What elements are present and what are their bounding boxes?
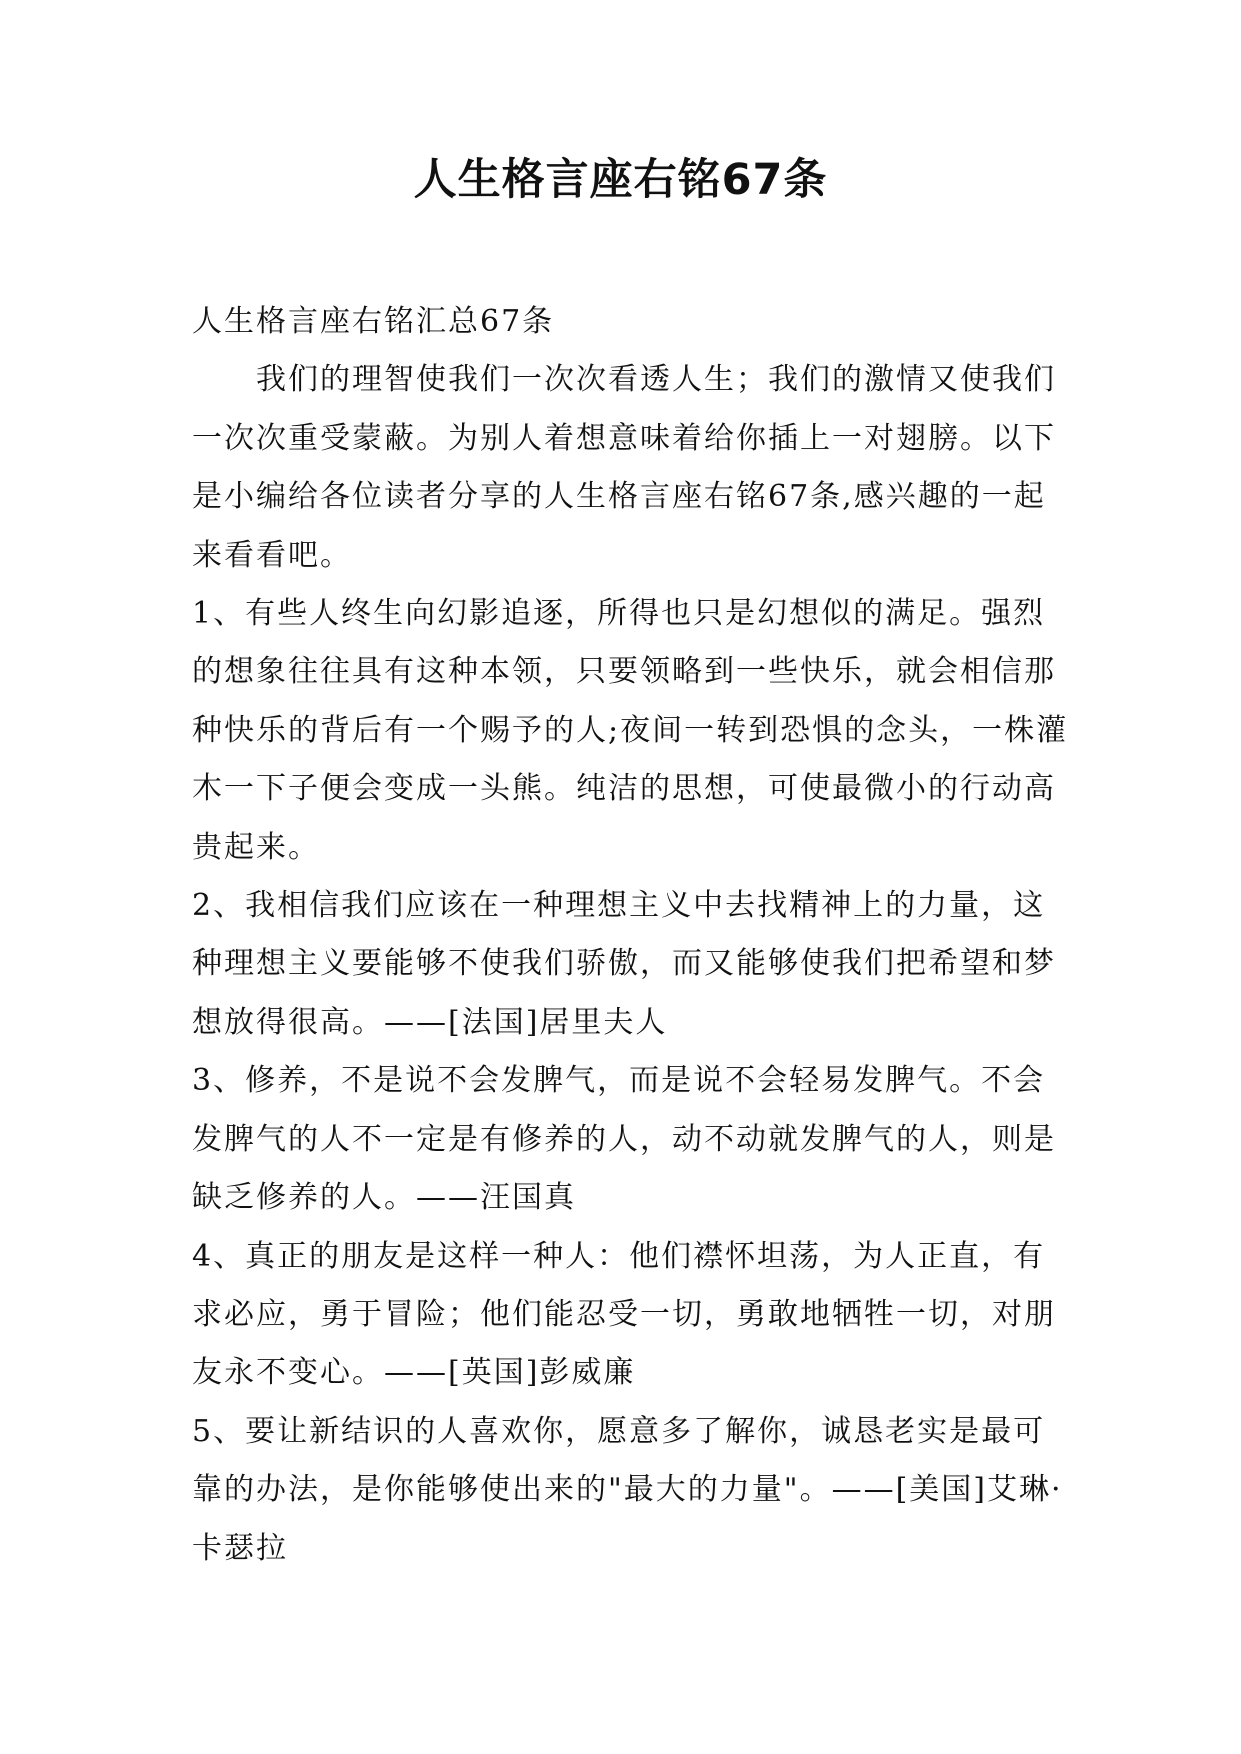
- subtitle: 人生格言座右铭汇总67条: [192, 304, 555, 339]
- quote-item-5: 5、要让新结识的人喜欢你，愿意多了解你，诚恳老实是最可靠的办法，是你能够使出来的"最大的力量"。——[美国]艾琳·卡瑟拉: [192, 1413, 1063, 1566]
- quote-item-4: 4、真正的朋友是这样一种人：他们襟怀坦荡，为人正直，有求必应，勇于冒险；他们能忍受一切，勇敢地牺牲一切，对朋友永不变心。——[英国]彭威廉: [192, 1238, 1056, 1391]
- quote-item-1: 1、有些人终生向幻影追逐，所得也只是幻想似的满足。强烈的想象往往具有这种本领，只要领略到一些快乐，就会相信那种快乐的背后有一个赐予的人;夜间一转到恐惧的念头，一株灌木一下子便会变成一头熊。纯洁的思想，可使最微小的行动高贵起来。: [192, 596, 1069, 865]
- document-body: [192, 293, 1072, 1578]
- quote-item-3: 3、修养，不是说不会发脾气，而是说不会轻易发脾气。不会发脾气的人不一定是有修养的人，动不动就发脾气的人，则是缺乏修养的人。——汪国真: [192, 1063, 1056, 1216]
- document-title: 人生格言座右铭67条: [413, 155, 828, 205]
- intro-paragraph: 我们的理智使我们一次次看透人生；我们的激情又使我们一次次重受蒙蔽。为别人着想意味着给你插上一对翅膀。以下是小编给各位读者分享的人生格言座右铭67条,感兴趣的一起来看看吧。: [192, 362, 1056, 573]
- quote-item-2: 2、我相信我们应该在一种理想主义中去找精神上的力量，这种理想主义要能够不使我们骄傲，而又能够使我们把希望和梦想放得很高。——[法国]居里夫人: [192, 888, 1056, 1040]
